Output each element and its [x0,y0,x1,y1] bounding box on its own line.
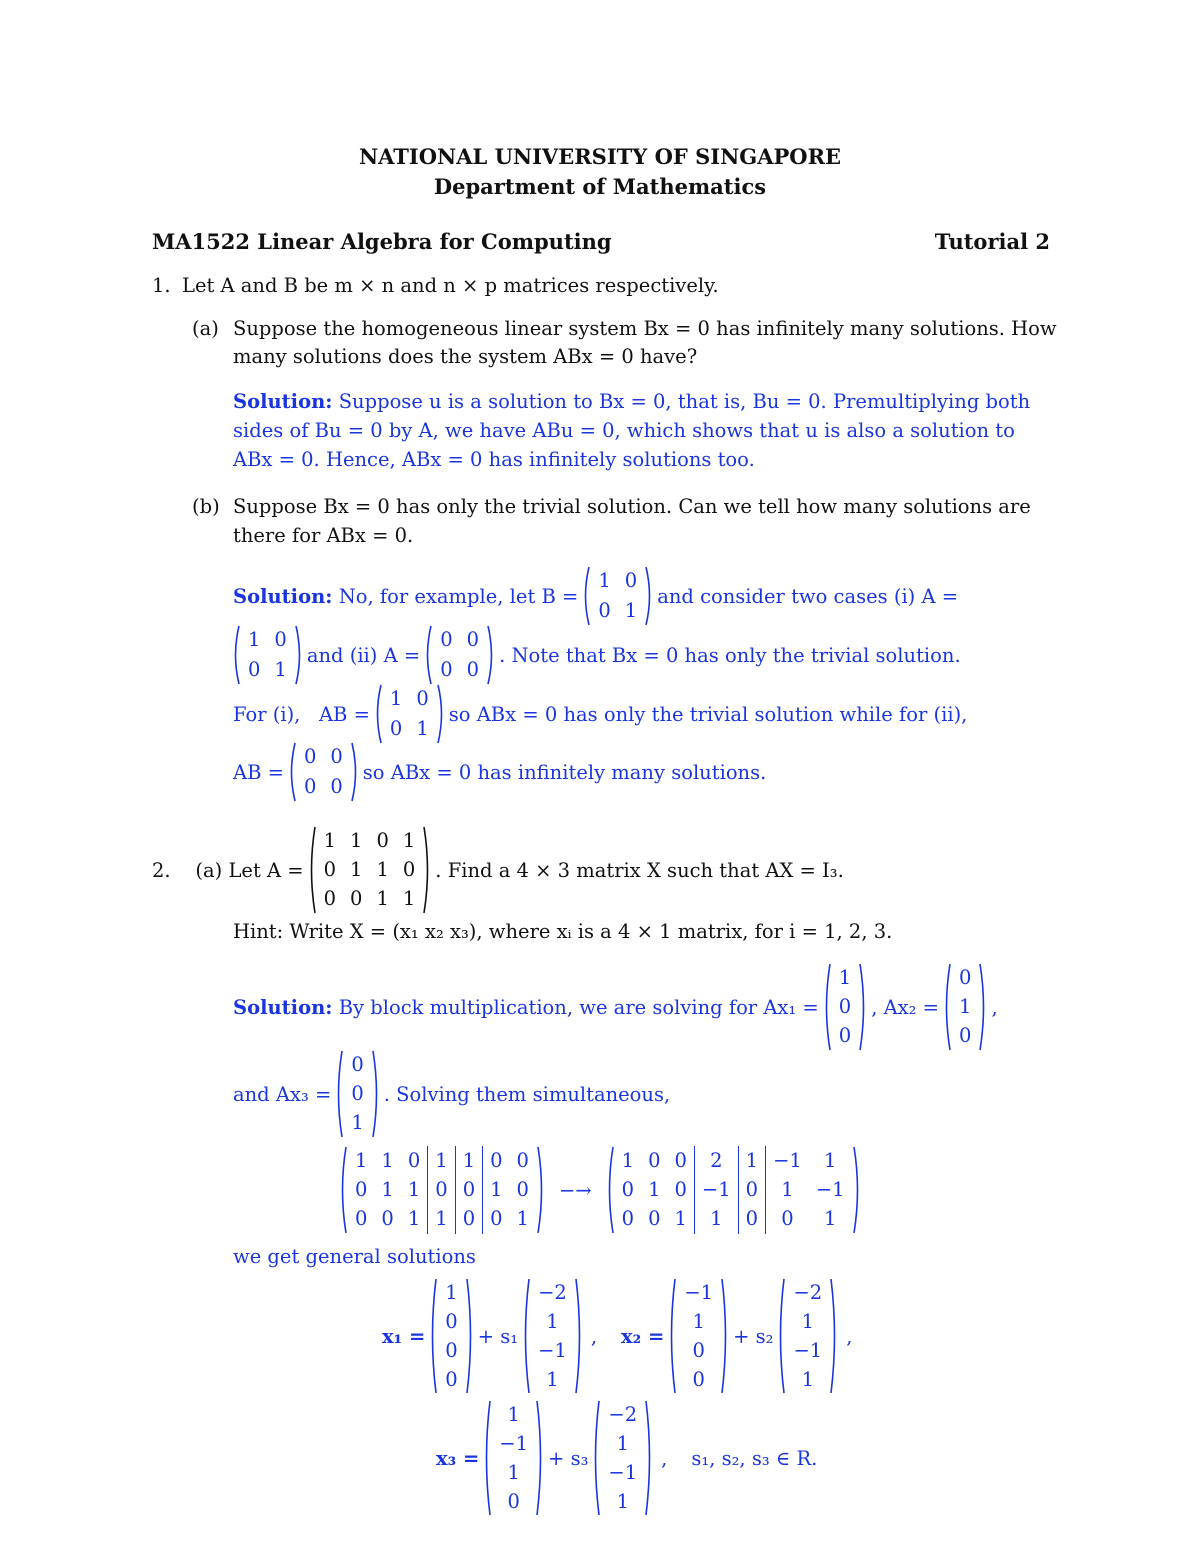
right-paren [829,1278,839,1394]
matrix-entry: 1 [350,857,363,881]
matrix-entry: −1 [694,1175,738,1204]
matrix-entry: 0 [507,1489,520,1513]
matrix-entry: 0 [455,1205,482,1234]
matrix-entry: 0 [692,1338,705,1362]
q1b-solution-line2 [228,625,961,685]
left-paren [581,566,591,626]
matrix-entry: 0 [516,1148,529,1172]
q2a-hint: Hint: Write X = (x₁ x₂ x₃), where xᵢ is a 4 × 1 matrix, for i = 1, 2, 3. [233,920,893,943]
matrix-entry: 1 [616,1489,629,1513]
q1a-solution-line3: ABx = 0. Hence, ABx = 0 has infinitely solutions too. [233,448,755,471]
left-paren [428,1278,438,1394]
matrix-entry: 1 [823,1148,837,1172]
x2-direction [776,1278,839,1394]
matrix-entry: 0 [621,1207,635,1231]
x1-label: x₁ = [382,1324,426,1348]
vector-e1 [822,963,868,1051]
right-paren [536,1146,546,1234]
x3-direction [591,1400,654,1516]
matrix-entry: 1 [416,717,429,740]
matrix-entry: 0 [445,1338,458,1362]
matrix-entry: 0 [959,965,972,989]
matrix-entry: −2 [538,1280,567,1304]
matrix-entries [383,684,436,744]
matrix-entry: 0 [466,658,480,681]
q1b-sol-text-1b: and consider two cases (i) A = [657,584,959,608]
matrix-entry: 0 [738,1175,765,1204]
matrix-entry: 0 [389,717,403,740]
matrix-entry: 0 [330,775,343,798]
matrix-entry: 1 [674,1207,687,1231]
left-paren [307,826,317,914]
matrix-entry: 0 [303,775,317,798]
matrix-entries [615,1146,852,1234]
q2a-let: Let A = [228,858,304,882]
matrix-entry: 1 [801,1367,815,1391]
matrix-entry: −1 [766,1146,809,1175]
q2a-sol-text-1a: By block multiplication, we are solving for Ax₁ = [338,995,819,1019]
q2a-solution-line1 [233,963,998,1051]
matrix-entries [832,963,858,1051]
right-paren [978,963,988,1051]
x1-particular [428,1278,474,1394]
matrix-entry: 1 [274,658,287,681]
matrix-entries [317,826,423,914]
matrix-entry: 1 [355,1148,368,1172]
matrix-entry: 1 [624,599,638,622]
x3-label: x₃ = [436,1446,480,1470]
q1a-solution-line1 [233,387,1030,416]
matrix-entry: 0 [351,1052,364,1076]
q1b-sol-text-2b: . Note that Bx = 0 has only the trivial solution. [499,643,961,667]
q1-number: 1. [152,274,171,297]
matrix-entry: 1 [445,1280,458,1304]
right-paren [371,1050,381,1138]
x3-particular [482,1400,545,1516]
matrix-entry: 0 [648,1148,661,1172]
matrix-entry: −1 [608,1460,638,1484]
comma: , [661,1446,668,1470]
right-paren [852,1146,862,1234]
matrix-entry: 1 [616,1431,629,1455]
matrix-entries [492,1400,535,1516]
matrix-entry: 0 [766,1205,809,1234]
matrix-entry: 1 [381,1148,394,1172]
s3-term: + s₃ [548,1446,589,1470]
right-paren [294,625,304,685]
matrix-entry: 0 [402,857,416,881]
matrix-entry: 1 [323,828,337,852]
q1a-question-line2: many solutions does the system ABx = 0 have? [233,345,698,368]
matrix-entry: 0 [350,887,363,911]
matrix-entry: 1 [507,1402,520,1426]
solution-label: Solution: [233,995,333,1019]
q1b-sol-text-4a: AB = [233,760,284,784]
left-paren [287,742,297,802]
matrix-entry: 0 [445,1309,458,1333]
matrix-entry: −2 [608,1402,638,1426]
matrix-entry: 0 [838,994,852,1018]
q1b-sol-text-4b: so ABx = 0 has infinitely many solutions. [362,760,767,784]
matrix-entries [677,1278,720,1394]
matrix-entries [952,963,978,1051]
q1a-solution-line2: sides of Bu = 0 by A, we have ABu = 0, which shows that u is also a solution to [233,419,1015,442]
left-paren [373,684,383,744]
matrix-entry: 1 [402,828,416,852]
q1b-sol-text-1a: No, for example, let B = [338,584,579,608]
matrix-entry: 0 [483,1205,510,1234]
general-solutions-text: we get general solutions [233,1245,476,1268]
left-paren [776,1278,786,1394]
solution-label: Solution: [233,390,333,413]
x2-particular [667,1278,730,1394]
tutorial-number: Tutorial 2 [934,229,1050,254]
matrix-entry: 1 [428,1205,455,1234]
parameters-domain: s₁, s₂, s₃ ∈ R. [691,1446,818,1470]
q1b-solution-line4 [233,742,766,802]
matrix-entries [297,742,350,802]
matrix-entry: 1 [598,569,611,592]
matrix-entry: 0 [248,658,261,681]
matrix-entry: 0 [838,1024,852,1048]
matrix-entry: 0 [692,1367,705,1391]
matrix-entry: 0 [351,1081,364,1105]
x2-label: x₂ = [621,1324,665,1348]
matrix-entry: 0 [674,1177,687,1201]
matrix-entries [591,566,644,626]
matrix-entry: 0 [516,1177,529,1201]
q1a-solution-text1: Suppose u is a solution to Bx = 0, that is, Bu = 0. Premultiplying both [338,390,1031,413]
left-paren [822,963,832,1051]
q2a-statement [152,826,844,914]
q2a-sol-text-2b: . Solving them simultaneous, [383,1082,671,1106]
matrix-entry: 1 [455,1146,482,1175]
right-paren [486,625,496,685]
university-title: NATIONAL UNIVERSITY OF SINGAPORE [358,144,842,169]
matrix-entry: −1 [684,1280,714,1304]
matrix-entry: 0 [355,1177,368,1201]
left-paren [591,1400,601,1516]
matrix-entries [344,1050,370,1138]
matrix-entries [348,1146,536,1234]
matrix-entry: 0 [428,1175,455,1204]
left-paren [423,625,433,685]
right-paren [350,742,360,802]
augmented-reduction [335,1146,865,1234]
reduction-arrow: −→ [558,1178,592,1202]
matrix-AB-case-i [373,684,446,744]
q2a-find: . Find a 4 × 3 matrix X such that AX = I₃. [435,858,844,882]
s2-term: + s₂ [733,1324,774,1348]
x1-x2-solutions [382,1278,852,1394]
augmented-matrix-left [338,1146,546,1234]
matrix-entry: 1 [407,1207,421,1231]
q1b-solution-line3 [233,684,967,744]
comma: , [590,1324,598,1348]
q1b-question-line1: Suppose Bx = 0 has only the trivial solution. Can we tell how many solutions are [233,495,1031,518]
matrix-entries [438,1278,464,1394]
solution-label: Solution: [233,584,333,608]
matrix-entry: 0 [440,628,453,651]
left-paren [521,1278,531,1394]
s1-term: + s₁ [477,1324,519,1348]
matrix-entry: 2 [694,1146,738,1175]
q2a-sol-text-2a: and Ax₃ = [233,1082,332,1106]
matrix-entry: 0 [323,887,337,911]
x1-direction [521,1278,584,1394]
matrix-entry: 1 [402,887,416,911]
matrix-entry: 0 [624,569,638,592]
matrix-entries [241,625,294,685]
matrix-entry: 1 [407,1177,421,1201]
matrix-entry: 1 [621,1148,635,1172]
q1b-question-line2: there for ABx = 0. [233,524,414,547]
matrix-entry: 1 [516,1207,529,1231]
matrix-entry: 1 [350,828,363,852]
q2-number: 2. [152,858,171,882]
matrix-entry: −1 [538,1338,567,1362]
matrix-entry: 1 [381,1177,394,1201]
q1b-solution-line1 [233,566,958,626]
matrix-entry: −1 [499,1431,529,1455]
left-paren [231,625,241,685]
matrix-entry: 0 [376,828,389,852]
course-title: MA1522 Linear Algebra for Computing [152,229,612,254]
matrix-entry: 1 [428,1146,455,1175]
matrix-entry: 0 [621,1177,635,1201]
matrix-entry: 0 [416,687,429,710]
q1b-sol-text-3a: For (i), AB = [233,702,370,726]
right-paren [858,963,868,1051]
matrix-entry: 0 [381,1207,394,1231]
matrix-entry: 0 [483,1146,510,1175]
augmented-matrix-rref [605,1146,862,1234]
matrix-entry: 1 [507,1460,520,1484]
matrix-entry: −1 [793,1338,823,1362]
matrix-entry: 0 [274,628,287,651]
matrix-entry: 1 [546,1367,559,1391]
left-paren [334,1050,344,1138]
matrix-entry: 0 [407,1148,421,1172]
matrix-A-3x4 [307,826,433,914]
vector-e3 [334,1050,380,1138]
q2a-sol-text-1c: , [991,995,998,1019]
q2a-sol-text-1b: , Ax₂ = [871,995,940,1019]
matrix-entry: 0 [466,628,480,651]
matrix-entry: 1 [838,965,852,989]
matrix-entry: −2 [793,1280,823,1304]
q1a-label: (a) [192,317,219,340]
right-paren [644,1400,654,1516]
matrix-entry: 0 [598,599,611,622]
right-paren [465,1278,475,1394]
right-paren [574,1278,584,1394]
matrix-B [581,566,654,626]
left-paren [667,1278,677,1394]
right-paren [436,684,446,744]
matrix-entry: 1 [351,1111,364,1135]
q1b-sol-text-2a: and (ii) A = [306,643,421,667]
matrix-entry: 1 [389,687,403,710]
matrix-entries [786,1278,829,1394]
left-paren [605,1146,615,1234]
q2a-label: (a) [195,858,223,882]
matrix-entry: 1 [546,1309,559,1333]
matrix-entry: 1 [738,1146,765,1175]
x3-solution [436,1400,817,1516]
matrix-entry: 0 [330,745,343,768]
right-paren [422,826,432,914]
matrix-entry: 1 [648,1177,661,1201]
matrix-entry: 0 [303,745,317,768]
right-paren [535,1400,545,1516]
matrix-entry: 0 [738,1205,765,1234]
matrix-entry: 0 [323,857,337,881]
matrix-entries [601,1400,644,1516]
comma: , [846,1324,853,1348]
left-paren [942,963,952,1051]
matrix-entry: 1 [376,857,389,881]
right-paren [720,1278,730,1394]
matrix-entry: 1 [959,994,972,1018]
matrix-A-case-i [231,625,304,685]
q1b-sol-text-3b: so ABx = 0 has only the trivial solution while for (ii), [448,702,968,726]
right-paren [644,566,654,626]
matrix-entry: 1 [483,1175,510,1204]
matrix-entry: 0 [445,1367,458,1391]
vector-e2 [942,963,988,1051]
matrix-entry: 0 [674,1148,687,1172]
matrix-entry: 0 [455,1175,482,1204]
matrix-entries [531,1278,574,1394]
matrix-entry: 0 [959,1024,972,1048]
department-title: Department of Mathematics [433,174,767,199]
matrix-entry: 1 [766,1175,809,1204]
matrix-entry: 1 [248,628,261,651]
matrix-A-case-ii [423,625,496,685]
q1a-question-line1: Suppose the homogeneous linear system Bx = 0 has infinitely many solutions. How [233,317,1057,340]
left-paren [338,1146,348,1234]
matrix-entries [433,625,486,685]
q1-stem: Let A and B be m × n and n × p matrices respectively. [182,274,719,297]
matrix-entry: 0 [440,658,453,681]
matrix-entry: 1 [692,1309,705,1333]
q2a-solution-line2 [233,1050,670,1138]
matrix-entry: 1 [801,1309,815,1333]
q1b-label: (b) [192,495,220,518]
matrix-entry: 1 [823,1207,837,1231]
matrix-entry: −1 [815,1177,845,1201]
matrix-entry: 0 [648,1207,661,1231]
matrix-entry: 1 [376,887,389,911]
matrix-entry: 0 [355,1207,368,1231]
matrix-entry: 1 [694,1205,738,1234]
left-paren [482,1400,492,1516]
matrix-AB-case-ii [287,742,360,802]
